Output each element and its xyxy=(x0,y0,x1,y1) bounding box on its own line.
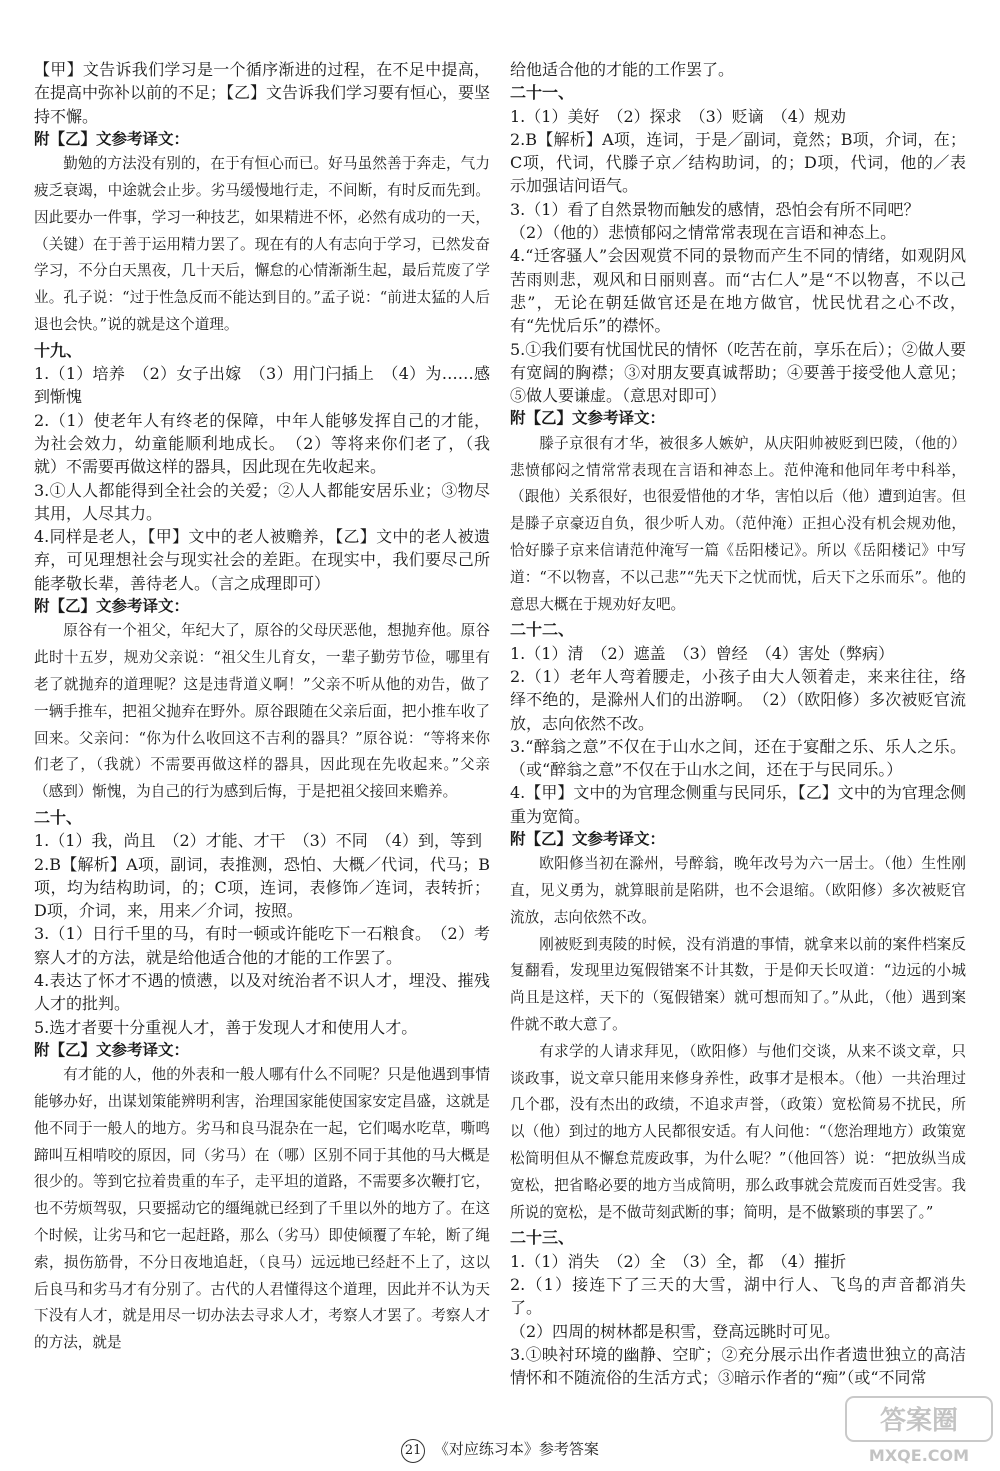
answer-paragraph: 2.B【解析】A项，连词，于是／副词，竟然；B项，介词，在；C项，代词，代滕子京／结构助词，的；D项，代词，他的／表示加强诘问语气。 xyxy=(510,129,966,196)
answer-paragraph: 4.表达了怀才不遇的愤懑，以及对统治者不识人才，埋没、摧残人才的批判。 xyxy=(34,970,490,1014)
answer-paragraph: 1.（1）美好 （2）探求 （3）贬谪 （4）规劝 xyxy=(510,106,846,126)
answer-paragraph: 2.（1）使老年人有终老的保障，中年人能够发挥自己的才能，为社会效力，幼童能顺利地成长。 （2）等将来你们老了，（我就）不需要再做这样的器具，因此现在先收起来。 xyxy=(34,410,490,477)
watermark-logo xyxy=(844,1395,994,1467)
answer-paragraph: 1.（1）培养 （2）女子出嫁 （3）用门闩插上 （4）为……感到惭愧 xyxy=(34,364,490,407)
answer-paragraph: （2）（他的）悲愤郁闷之情常常表现在言语和神态上。 xyxy=(510,223,897,243)
watermark-url: MXQE.COM xyxy=(868,1446,970,1465)
translation-paragraph: 刚被贬到夷陵的时候，没有消遣的事情，就拿来以前的案件档案反复翻看，发现里边冤假错案不计其数，于是仰天长叹道：“边远的小城尚且是这样，天下的（冤假错案）就可想而知了。”从此，（他）遇到案件就不敢大意了。 xyxy=(510,935,966,1034)
answer-paragraph: 3.①映衬环境的幽静、空旷；②充分展示出作者遗世独立的高洁情怀和不随流俗的生活方式；③暗示作者的“痴”（或“不同常 xyxy=(510,1344,966,1388)
answer-paragraph: 给他适合他的才能的工作罢了。 xyxy=(510,60,735,79)
answer-paragraph: 2.（1）接连下了三天的大雪，湖中行人、飞鸟的声音都消失了。 xyxy=(510,1275,966,1318)
translation-heading: 附【乙】文参考译文： xyxy=(34,129,190,148)
answer-paragraph: 5.①我们要有忧国忧民的情怀（吃苦在前，享乐在后）；②做人要有宽阔的胸襟；③对朋友要真诚帮助；④要善于接受他人意见；⑤做人要谦虚。（意思对即可） xyxy=(510,339,966,406)
footer-title: 《对应练习本》参考答案 xyxy=(433,1440,599,1458)
translation-paragraph: 原谷有一个祖父，年纪大了，原谷的父母厌恶他，想抛弃他。原谷此时十五岁，规劝父亲说：“祖父生儿育女，一辈子勤劳节俭，哪里有老了就抛弃的道理呢？这是违背道义啊！”父亲不听从他的劝告，做了一辆手推车，把祖父抛弃在野外。原谷跟随在父亲后面，把小推车收了回来。父亲问：“你为什么收回这不吉利的器具？”原谷说：“等将来你们老了，（我就）不需要再做这样的器具，因此现在先收起来。”父亲（感到）惭愧，为自己的行为感到后悔，于是把祖父接回来赡养。 xyxy=(34,622,490,801)
translation-heading: 附【乙】文参考译文： xyxy=(34,1040,190,1059)
section-heading: 二十二、 xyxy=(510,620,575,640)
answer-paragraph: 5.选才者要十分重视人才，善于发现人才和使用人才。 xyxy=(34,1017,418,1037)
translation-paragraph: 有求学的人请求拜见，（欧阳修）与他们交谈，从来不谈文章，只谈政事，说文章只能用来修身养性，政事才是根本。（他）一共治理过几个郡，没有杰出的政绩，不追求声誉，（政策）宽松简易不扰民，所以（他）到过的地方人民都很安适。有人问他：“（您治理地方）政策宽松简明但从不懈怠荒废政事，为什么呢？”（他回答）说：“把放纵当成宽松，把省略必要的地方当成简明，那么政事就会荒废而百姓受害。我所说的宽松，是不做苛刻武断的事；简明，是不做繁琐的事罢了。” xyxy=(510,1042,966,1221)
answer-paragraph: 2.B【解析】A项，副词，表推测，恐怕、大概／代词，代马；B项，均为结构助词，的；C项，连词，表修饰／连词，表转折；D项，介词，来，用来／介词，按照。 xyxy=(34,854,490,921)
translation-paragraph: 欧阳修当初在滁州，号醉翁，晚年改号为六一居士。（他）生性刚直，见义勇为，就算眼前是陷阱，也不会退缩。（欧阳修）多次被贬官流放，志向依然不改。 xyxy=(510,855,966,926)
answer-paragraph: 1.（1）清 （2）遮盖 （3）曾经 （4）害处（弊病） xyxy=(510,643,894,663)
translation-paragraph: 滕子京很有才华，被很多人嫉妒，从庆阳帅被贬到巴陵，（他的）悲愤郁闷之情常常表现在言语和神态上。范仲淹和他同年考中科举，（跟他）关系很好，也很爱惜他的才华，害怕以后（他）遭到迫害。但是滕子京豪迈自负，很少听人劝。（范仲淹）正担心没有机会规劝他，恰好滕子京来信请范仲淹写一篇《岳阳楼记》。所以《岳阳楼记》中写道：“不以物喜，不以己悲”“先天下之忧而忧，后天下之乐而乐”。他的意思大概在于规劝好友吧。 xyxy=(510,434,966,613)
answer-paragraph: 1.（1）我，尚且 （2）才能、才干 （3）不同 （4）到，等到 xyxy=(34,831,482,851)
translation-paragraph: 有才能的人，他的外表和一般人哪有什么不同呢？只是他遇到事情能够办好，出谋划策能辨明利害，治理国家能使国家安定昌盛，这就是他不同于一般人的地方。劣马和良马混杂在一起，它们喝水吃草，嘶鸣蹄叫互相啃咬的原因，同（劣马）在（哪）区别不同于其他的马大概是很少的。等到它拉着贵重的车子，走平坦的道路，不需要多次鞭打它，也不劳烦驾驭，只要摇动它的缰绳就已经到了千里以外的地方了。在这个时候，让劣马和它一起赶路，那么（劣马）即使倾覆了车轮，断了绳索，损伤筋骨，不分日夜地追赶，（良马）远远地已经赶不上了，这以后良马和劣马才有分别了。古代的人君懂得这个道理，因此并不认为天下没有人才，就是用尽一切办法去寻求人才，考察人才罢了。考察人才的方法，就是 xyxy=(34,1066,490,1352)
answer-paragraph: 4.【甲】文中的为官理念侧重与民同乐，【乙】文中的为官理念侧重为宽简。 xyxy=(510,783,966,826)
translation-paragraph: 勤勉的方法没有别的，在于有恒心而已。好马虽然善于奔走，气力疲乏衰竭，中途就会止步。劣马缓慢地行走，不间断，有时反而先到。因此要办一件事，学习一种技艺，如果精进不怀，必然有成功的一天，（关键）在于善于运用精力罢了。现在有的人有志向于学习，已然发奋学习，不分白天黑夜，几十天后，懈怠的心情渐渐生起，最后荒废了学业。孔子说：“过于性急反而不能达到目的。”孟子说：“前进太猛的人后退也会快。”说的就是这个道理。 xyxy=(34,155,490,333)
answer-paragraph: 1.（1）消失 （2）全 （3）全，都 （4）摧折 xyxy=(510,1251,846,1271)
answer-paragraph: 4.“迁客骚人”会因观赏不同的景物而产生不同的情绪，如观阴风苦雨则悲，观风和日丽则喜。而“古仁人”是“不以物喜，不以己悲”，无论在朝廷做官还是在地方做官，忧民忧君之心不改，有“先忧后乐”的襟怀。 xyxy=(510,246,966,336)
section-heading: 二十一、 xyxy=(510,83,575,103)
answer-paragraph: 3.（1）看了自然景物而触发的感情，恐怕会有所不同吧？ xyxy=(510,199,920,219)
watermark-text: 答案圈 xyxy=(879,1406,959,1436)
translation-heading: 附【乙】文参考译文： xyxy=(510,409,666,428)
section-heading: 二十三、 xyxy=(510,1228,575,1248)
answer-paragraph: 【甲】文告诉我们学习是一个循序渐进的过程，在不足中提高，在提高中弥补以前的不足；【乙】文告诉我们学习要有恒心，要坚持不懈。 xyxy=(34,60,491,126)
translation-heading: 附【乙】文参考译文： xyxy=(34,597,190,616)
left-column xyxy=(34,58,490,1357)
answer-paragraph: 3.①人人都能得到全社会的关爱；②人人都能安居乐业；③物尽其用，人尽其力。 xyxy=(34,480,490,523)
answer-paragraph: 3.（1）日行千里的马，有时一顿或许能吃下一石粮食。 （2）考察人才的方法，就是给他适合他的才能的工作罢了。 xyxy=(34,924,490,967)
answer-paragraph: 3.“醉翁之意”不仅在于山水之间，还在于宴酣之乐、乐人之乐。（或“醉翁之意”不仅在于山水之间，还在于与民同乐。） xyxy=(510,736,966,780)
translation-heading: 附【乙】文参考译文： xyxy=(510,830,666,848)
answer-paragraph: 4.同样是老人，【甲】文中的老人被赡养，【乙】文中的老人被遗弃，可见理想社会与现实社会的差距。在现实中，我们要尽己所能孝敬长辈，善待老人。（言之成理即可） xyxy=(34,527,490,593)
section-heading: 十九、 xyxy=(34,340,83,360)
page-number: 21 xyxy=(401,1439,425,1463)
right-column xyxy=(510,58,966,1390)
answer-paragraph: （2）四周的树林都是积雪，登高远眺时可见。 xyxy=(510,1321,841,1341)
section-heading: 二十、 xyxy=(34,807,83,827)
answer-paragraph: 2.（1）老年人弯着腰走，小孩子由大人领着走，来来往往，络绎不绝的，是滁州人们的出游啊。 （2）（欧阳修）多次被贬官流放，志向依然不改。 xyxy=(510,666,966,733)
